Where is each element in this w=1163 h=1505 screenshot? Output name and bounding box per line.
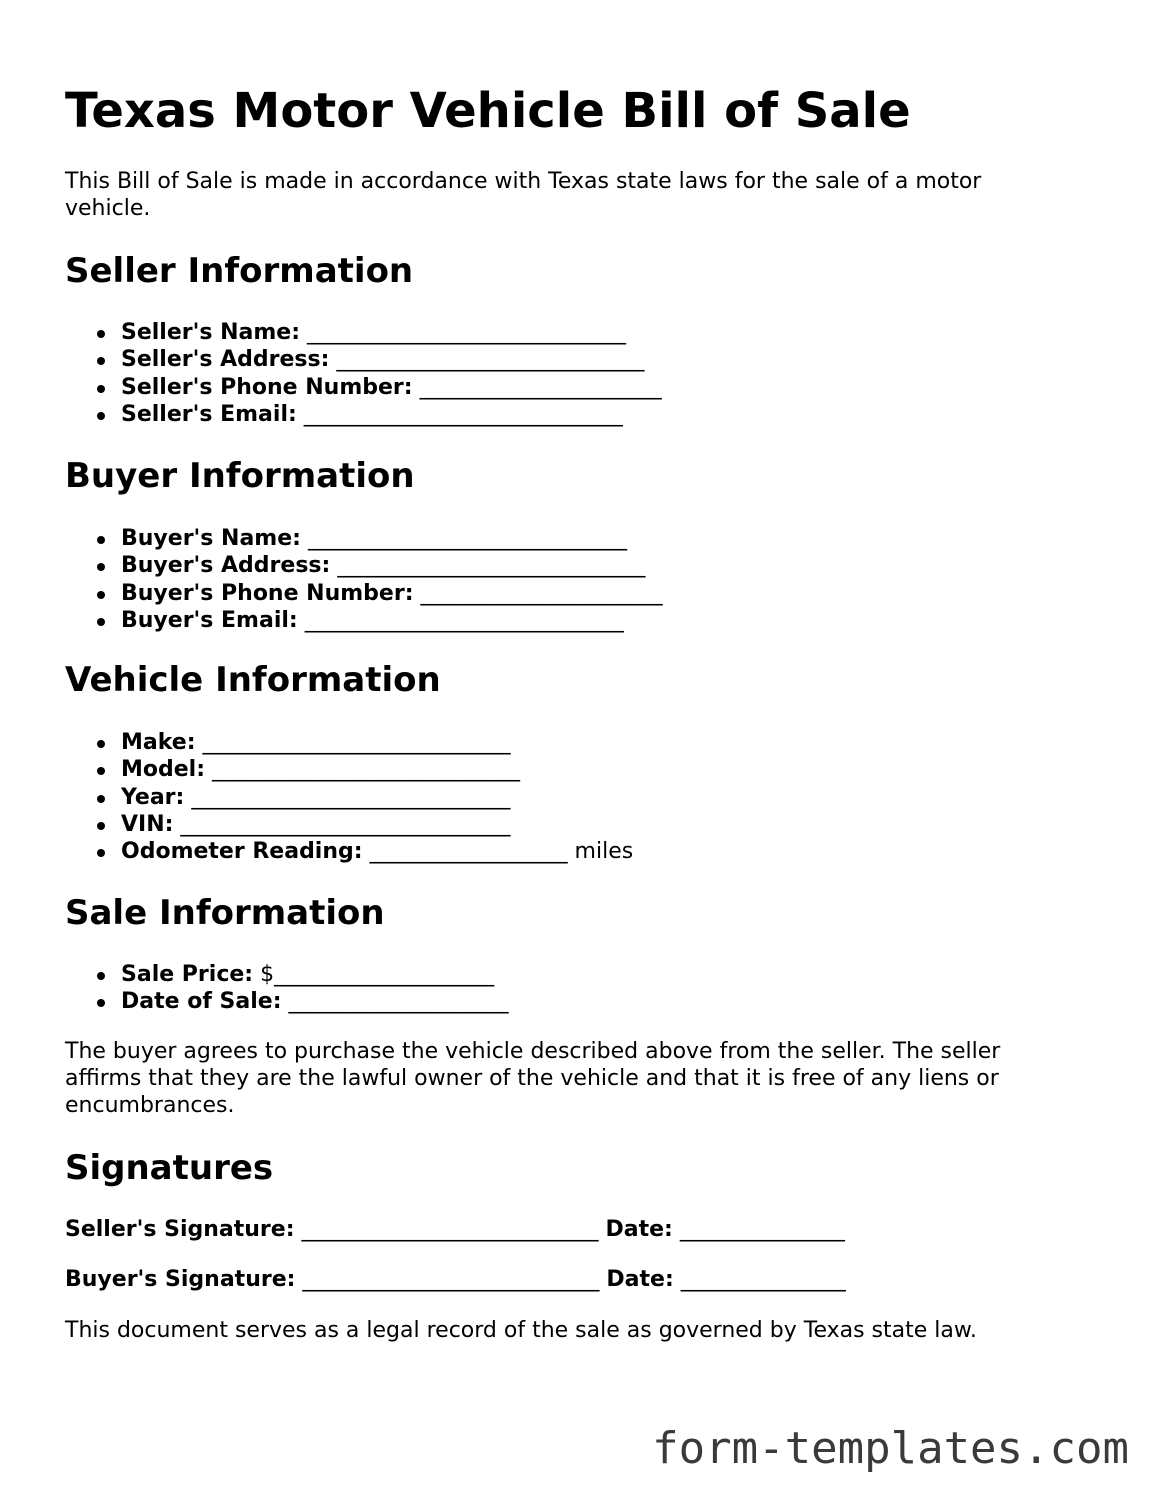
bullet-icon [97,999,105,1007]
bullet-icon [97,385,105,393]
bullet-icon [97,412,105,420]
buyer-address-field[interactable]: Buyer's Address: ____________________________ [65,552,663,579]
bullet-icon [97,849,105,857]
blank-line: $____________________ [260,962,495,987]
blank-line: ____________________________ [212,757,521,783]
blank-line: _______________ [680,1267,846,1292]
vehicle-make-field[interactable]: Make: ____________________________ [65,729,633,756]
vehicle-year-field[interactable]: Year: _____________________________ [65,784,633,811]
seller-name-field[interactable]: Seller's Name: _____________________________ [65,319,662,346]
bullet-icon [97,536,105,544]
blank-line: ____________________________ [336,347,645,373]
document-title: Texas Motor Vehicle Bill of Sale [65,83,911,139]
bullet-icon [97,740,105,748]
bullet-icon [97,357,105,365]
seller-signature-line[interactable]: Seller's Signature: ___________________________ Date: _______________ [65,1217,845,1242]
blank-line: ______________________ [420,580,663,606]
sale-price-field[interactable]: Sale Price: $____________________ [65,961,509,988]
buyer-section-heading: Buyer Information [65,456,415,496]
buyer-email-field[interactable]: Buyer's Email: _____________________________ [65,607,663,634]
buyer-name-field[interactable]: Buyer's Name: _____________________________ [65,525,663,552]
odometer-unit: miles [567,839,634,865]
blank-line: ___________________________ [301,1217,599,1242]
blank-line: ___________________________ [302,1267,600,1292]
blank-line: ____________________ [288,989,509,1015]
seller-address-field[interactable]: Seller's Address: ____________________________ [65,346,662,373]
blank-line: _____________________________ [191,784,511,810]
blank-line: _____________________________ [307,526,627,551]
blank-line: __________________ [369,839,568,865]
buyer-signature-line[interactable]: Buyer's Signature: ___________________________ Date: _______________ [65,1267,846,1292]
agreement-paragraph: The buyer agrees to purchase the vehicle described above from the seller. The seller affirms that they are the lawful owner of the vehicle and that it is free of any liens or encumbrances. [65,1039,1001,1118]
blank-line: ____________________________ [337,553,646,579]
bullet-icon [97,618,105,626]
blank-line: _____________________________ [304,607,624,633]
closing-paragraph: This document serves as a legal record of the sale as governed by Texas state law. [65,1318,977,1343]
bullet-icon [97,795,105,803]
signatures-section-heading: Signatures [65,1148,274,1188]
sale-field-list [65,961,509,1016]
vehicle-section-heading: Vehicle Information [65,660,441,700]
seller-field-list [65,319,662,428]
sale-date-field[interactable]: Date of Sale: ____________________ [65,988,509,1015]
bullet-icon [97,972,105,980]
seller-phone-field[interactable]: Seller's Phone Number: ______________________ [65,374,662,401]
seller-email-field[interactable]: Seller's Email: _____________________________ [65,401,662,428]
bullet-icon [97,822,105,830]
bullet-icon [97,767,105,775]
vehicle-model-field[interactable]: Model: ____________________________ [65,756,633,783]
blank-line: _____________________________ [303,401,623,427]
blank-line: _____________________________ [307,320,627,345]
seller-section-heading: Seller Information [65,251,414,291]
blank-line: ____________________________ [202,730,511,755]
intro-paragraph: This Bill of Sale is made in accordance with Texas state laws for the sale of a motor vehicle. [65,169,982,221]
sale-section-heading: Sale Information [65,893,385,933]
vehicle-vin-field[interactable]: VIN: ______________________________ [65,811,633,838]
blank-line: ______________________ [419,374,662,400]
blank-line: _______________ [679,1217,845,1242]
bullet-icon [97,591,105,599]
buyer-phone-field[interactable]: Buyer's Phone Number: ______________________ [65,580,663,607]
bullet-icon [97,330,105,338]
blank-line: ______________________________ [180,811,511,837]
vehicle-field-list [65,729,633,865]
vehicle-odometer-field[interactable]: Odometer Reading: __________________ miles [65,838,633,865]
watermark-text: form-templates.com [652,1423,1129,1474]
bullet-icon [97,563,105,571]
buyer-field-list [65,525,663,634]
